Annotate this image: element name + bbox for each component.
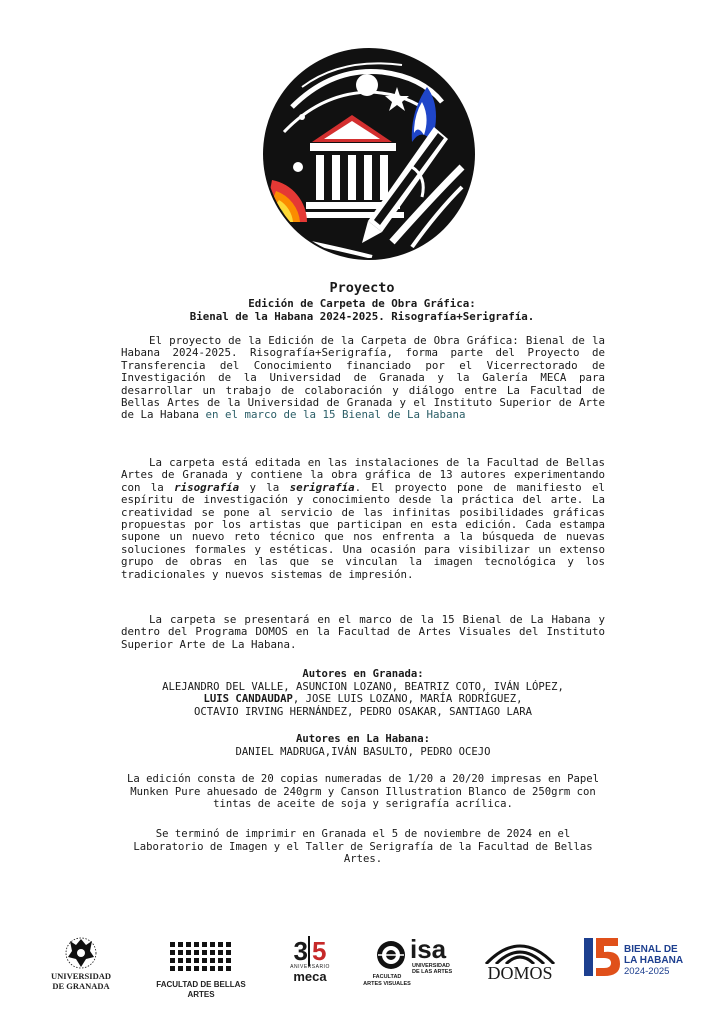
intro-text: El proyecto de la Edición de la Carpeta de Obra Gráfica: Bienal de la Habana 2024-2025. Risografía+Serigrafía, forma parte del Proyecto de Transferencia del Conocimiento financiado por el Vicerrectorado de Investigación de la Universidad de Granada y la Galería MECA para desarrollar un trabajo de colaboración y diálogo entre La Facultad de Bellas Artes de la Universidad de Granada y el Instituto Superior de Arte de La Habana [121, 334, 605, 422]
domos-name: DOMOS [487, 963, 553, 983]
presentation-text: La carpeta se presentará en el marco de la 15 Bienal de La Habana y dentro del Programa DOMOS en la Facultad de Artes Visuales del Instituto Superior Arte de La Habana. [121, 613, 605, 651]
isa-sub-1: UNIVERSIDAD [412, 963, 450, 969]
meca-num-5: 5 [308, 936, 326, 966]
edition-note: La edición consta de 20 copias numeradas de 1/20 a 20/20 impresas en Papel Munken Pure ahuesado de 240grm y Canson Illustration Blanco de 250grm con tintas de aceite de soja y serigrafía acrílica. [127, 773, 599, 811]
bienal-15-icon [582, 936, 622, 978]
fba-grid-icon [166, 940, 236, 974]
bienal-years: 2024-2025 [624, 966, 670, 977]
bienal-line-2: LA HABANA [624, 955, 684, 966]
folder-paragraph [121, 457, 605, 581]
folder-text-mid: y la [239, 480, 290, 494]
granada-line-3: OCTAVIO IRVING HERNÁNDEZ, PEDRO OSAKAR, SANTIAGO LARA [193, 705, 533, 718]
isa-sub [412, 963, 452, 975]
intro-text-tail: en el marco de la 15 Bienal de La Habana [199, 408, 466, 422]
sponsor-logos [0, 930, 724, 1010]
presentation-paragraph [121, 614, 605, 651]
ugr-logo [48, 935, 114, 991]
authors-habana [121, 733, 605, 758]
colophon-note: Se terminó de imprimir en Granada el 5 de noviembre de 2024 en el Laboratorio de Imagen y el Taller de Serigrafía de la Facultad de Bellas Artes. [133, 828, 593, 866]
fav-name [356, 974, 418, 988]
granada-line-1: ALEJANDRO DEL VALLE, ASUNCION LOZANO, BEATRIZ COTO, IVÁN LÓPEZ, [162, 680, 564, 693]
domos-logo [480, 938, 560, 982]
fav-line-2: ARTES VISUALES [363, 981, 411, 987]
domos-dome-icon [482, 938, 558, 964]
subtitle-line-2: Bienal de la Habana 2024-2025. Risografía+Serigrafía. [189, 310, 535, 323]
intro-paragraph [121, 335, 605, 422]
granada-line-2 [121, 693, 605, 706]
bienal-emblem-illustration [262, 47, 476, 261]
project-subtitle [0, 297, 724, 323]
folder-text-a: La carpeta está editada en las instalaciones de la Facultad de Bellas Artes de Granada y contiene la obra gráfica de 13 autores experimentando con la [121, 456, 605, 494]
folder-text-b: . El proyecto pone de manifiesto el espíritu de investigación y conocimiento desde la práctica del arte. La creatividad se pone al servicio de las infinitas posibilidades gráficas propuestas por los artistas que participan en esta edición. Cada estampa supone un nuevo reto técnico que nos enfrenta a la búsqueda de nuevas soluciones formales y estéticas. Una ocasión para visibilizar un extenso grupo de obras en las que se vinculan la imagen tecnológica y los tradicionales y nuevos sistemas de impresión. [121, 480, 605, 581]
meca-anniversary: ANIVERSARIO [290, 964, 330, 970]
subtitle-line-1: Edición de Carpeta de Obra Gráfica: [248, 297, 476, 310]
isa-name: isa [410, 934, 447, 964]
fba-logo [146, 940, 256, 1000]
bienal-line-1: BIENAL DE [624, 944, 678, 955]
meca-35 [282, 938, 338, 964]
ugr-crest-icon [64, 935, 98, 971]
meca-logo [282, 938, 338, 984]
meca-name: meca [293, 969, 327, 984]
bienal-text [624, 944, 683, 977]
isa-sub-2: DE LAS ARTES [412, 969, 453, 975]
habana-header: Autores en La Habana: [296, 733, 430, 745]
granada-line-2-rest: , JOSE LUIS LOZANO, MARÍA RODRÍGUEZ, [292, 693, 523, 706]
granada-bold-name: LUIS CANDAUDAP [203, 693, 293, 706]
authors-granada [121, 668, 605, 718]
fav-line-1: FACULTAD [372, 974, 402, 980]
granada-header: Autores en Granada: [302, 668, 424, 680]
meca-num-3: 3 [293, 936, 308, 966]
habana-line: DANIEL MADRUGA,IVÁN BASULTO, PEDRO OCEJO [235, 745, 491, 758]
term-serigrafia: serigrafía [289, 480, 355, 494]
ugr-name-2: DE GRANADA [52, 981, 110, 991]
page-title: Proyecto [329, 280, 395, 296]
fba-name: FACULTAD DE BELLAS ARTES [156, 980, 246, 999]
isa-emblem-icon [376, 940, 406, 970]
term-risografia: risografía [174, 480, 240, 494]
ugr-name-1: UNIVERSIDAD [51, 971, 111, 981]
